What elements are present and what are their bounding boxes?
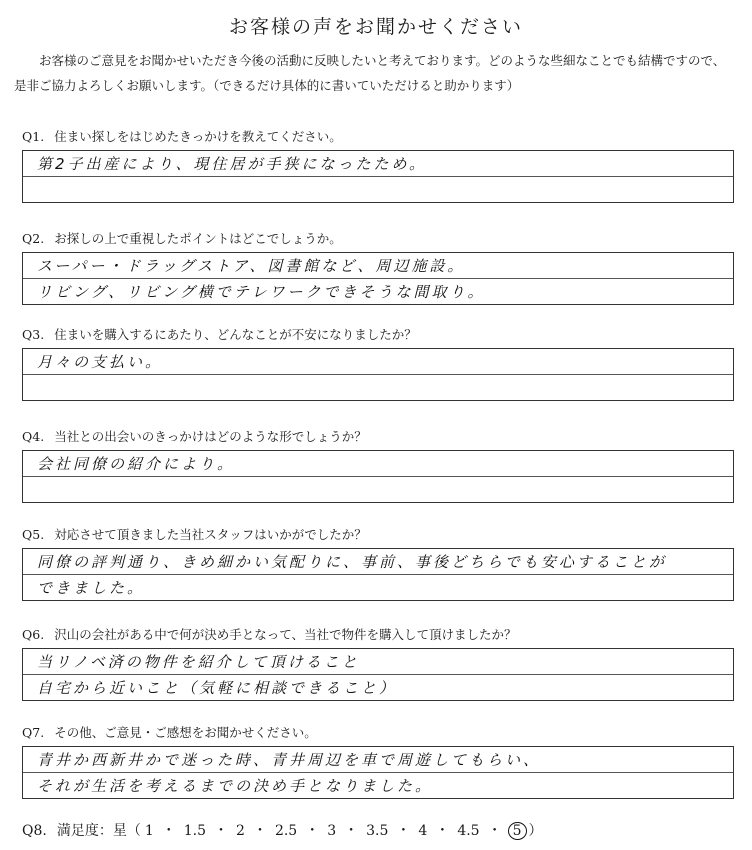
question-text: その他、ご意見・ご感想をお聞かせください。: [54, 725, 317, 740]
question-text: 住まいを購入するにあたり、どんなことが不安になりましたか？: [54, 327, 417, 342]
question-number: Q8.: [22, 823, 47, 839]
answer-text: 第2子出産により、現住居が手狭になったため。: [37, 155, 427, 173]
rating-separator: ・: [487, 823, 502, 839]
rating-close: ）: [528, 823, 543, 839]
rating-option-selected[interactable]: 5: [508, 822, 527, 840]
question-number: Q4.: [22, 429, 45, 444]
answer-text: 青井か西新井かで迷った時、青井周辺を車で周遊してもらい、: [37, 751, 542, 769]
question-label: [22, 526, 734, 544]
question-label: [22, 326, 734, 344]
question-7: [22, 724, 734, 799]
rating-separator: ・: [161, 823, 176, 839]
survey-intro: お客様のご意見をお聞かせいただき今後の活動に反映したいと考えております。どのような些細なことでも結構ですので、是非ご協力よろしくお願いします。（できるだけ具体的に書いていただけると助かります）: [14, 53, 726, 93]
answer-text: それが生活を考えるまでの決め手となりました。: [37, 777, 434, 795]
question-label: [22, 724, 734, 742]
answer-text: 当リノベ済の物件を紹介して頂けること: [37, 653, 360, 671]
question-text: 住まい探しをはじめたきっかけを教えてください。: [54, 129, 342, 144]
question-text: 対応させて頂きました当社スタッフはいかがでしたか？: [54, 527, 367, 542]
rating-separator: ・: [344, 823, 359, 839]
question-number: Q6.: [22, 627, 45, 642]
rating-separator: ・: [435, 823, 450, 839]
rating-option[interactable]: 4: [418, 823, 428, 839]
answer-text: できました。: [37, 579, 146, 597]
rating-option[interactable]: 3.5: [366, 823, 389, 839]
question-label: [22, 128, 734, 146]
answer-line: [23, 151, 733, 176]
rating-options: [141, 823, 529, 839]
rating-option[interactable]: 2.5: [274, 823, 298, 839]
answer-box: [22, 348, 734, 401]
rating-separator: ・: [252, 823, 267, 839]
question-label: [22, 626, 734, 644]
question-5: [22, 526, 734, 601]
answer-box: [22, 450, 734, 503]
answer-box: [22, 648, 734, 701]
answer-text: スーパー・ドラッグストア、図書館など、周辺施設。: [37, 257, 466, 275]
rating-separator: ・: [305, 823, 320, 839]
question-number: Q7.: [22, 725, 45, 740]
rating-option[interactable]: 1: [144, 823, 154, 839]
answer-line: [23, 374, 733, 400]
rating-separator: ・: [396, 823, 411, 839]
answer-line: [23, 476, 733, 502]
question-text: お探しの上で重視したポイントはどこでしょうか。: [54, 231, 342, 246]
answer-line: [23, 176, 733, 202]
answer-box: [22, 746, 734, 799]
question-4: [22, 428, 734, 503]
answer-line: [23, 574, 733, 600]
survey-title: お客様の声をお聞かせください: [228, 16, 523, 38]
rating-option[interactable]: 2: [236, 823, 245, 839]
answer-line: [23, 772, 733, 798]
answer-line: [23, 747, 733, 772]
question-label: [22, 230, 734, 248]
question-3: [22, 326, 734, 401]
answer-box: [22, 548, 734, 601]
answer-text: 会社同僚の紹介により。: [37, 455, 236, 473]
rating-option[interactable]: 1.5: [183, 823, 207, 839]
answer-box: [22, 150, 734, 203]
answer-line: [23, 349, 733, 374]
answer-text: リビング、リビング横でテレワークできそうな間取り。: [37, 283, 486, 301]
question-number: Q1.: [22, 129, 45, 144]
question-label: [22, 428, 734, 446]
rating-option[interactable]: 4.5: [457, 823, 480, 839]
answer-line: [23, 278, 733, 304]
question-number: Q2.: [22, 231, 45, 246]
rating-separator: ・: [214, 823, 229, 839]
answer-box: [22, 252, 734, 305]
answer-text: 同僚の評判通り、きめ細かい気配りに、事前、事後どちらでも安心することが: [37, 553, 667, 571]
question-text: 沢山の会社がある中で何が決め手となって、当社で物件を購入して頂けましたか？: [54, 627, 517, 642]
question-text: 当社との出会いのきっかけはどのような形でしょうか？: [54, 429, 367, 444]
rating-label: 満足度：星（: [56, 823, 141, 839]
answer-line: [23, 674, 733, 700]
answer-line: [23, 253, 733, 278]
question-2: [22, 230, 734, 305]
satisfaction-rating: [22, 820, 543, 840]
rating-option[interactable]: 3: [327, 823, 337, 839]
answer-line: [23, 649, 733, 674]
question-6: [22, 626, 734, 701]
question-1: [22, 128, 734, 203]
answer-text: 自宅から近いこと（気軽に相談できること）: [37, 679, 398, 697]
question-number: Q3.: [22, 327, 45, 342]
answer-line: [23, 451, 733, 476]
answer-line: [23, 549, 733, 574]
question-number: Q5.: [22, 527, 45, 542]
answer-text: 月々の支払い。: [37, 353, 164, 371]
